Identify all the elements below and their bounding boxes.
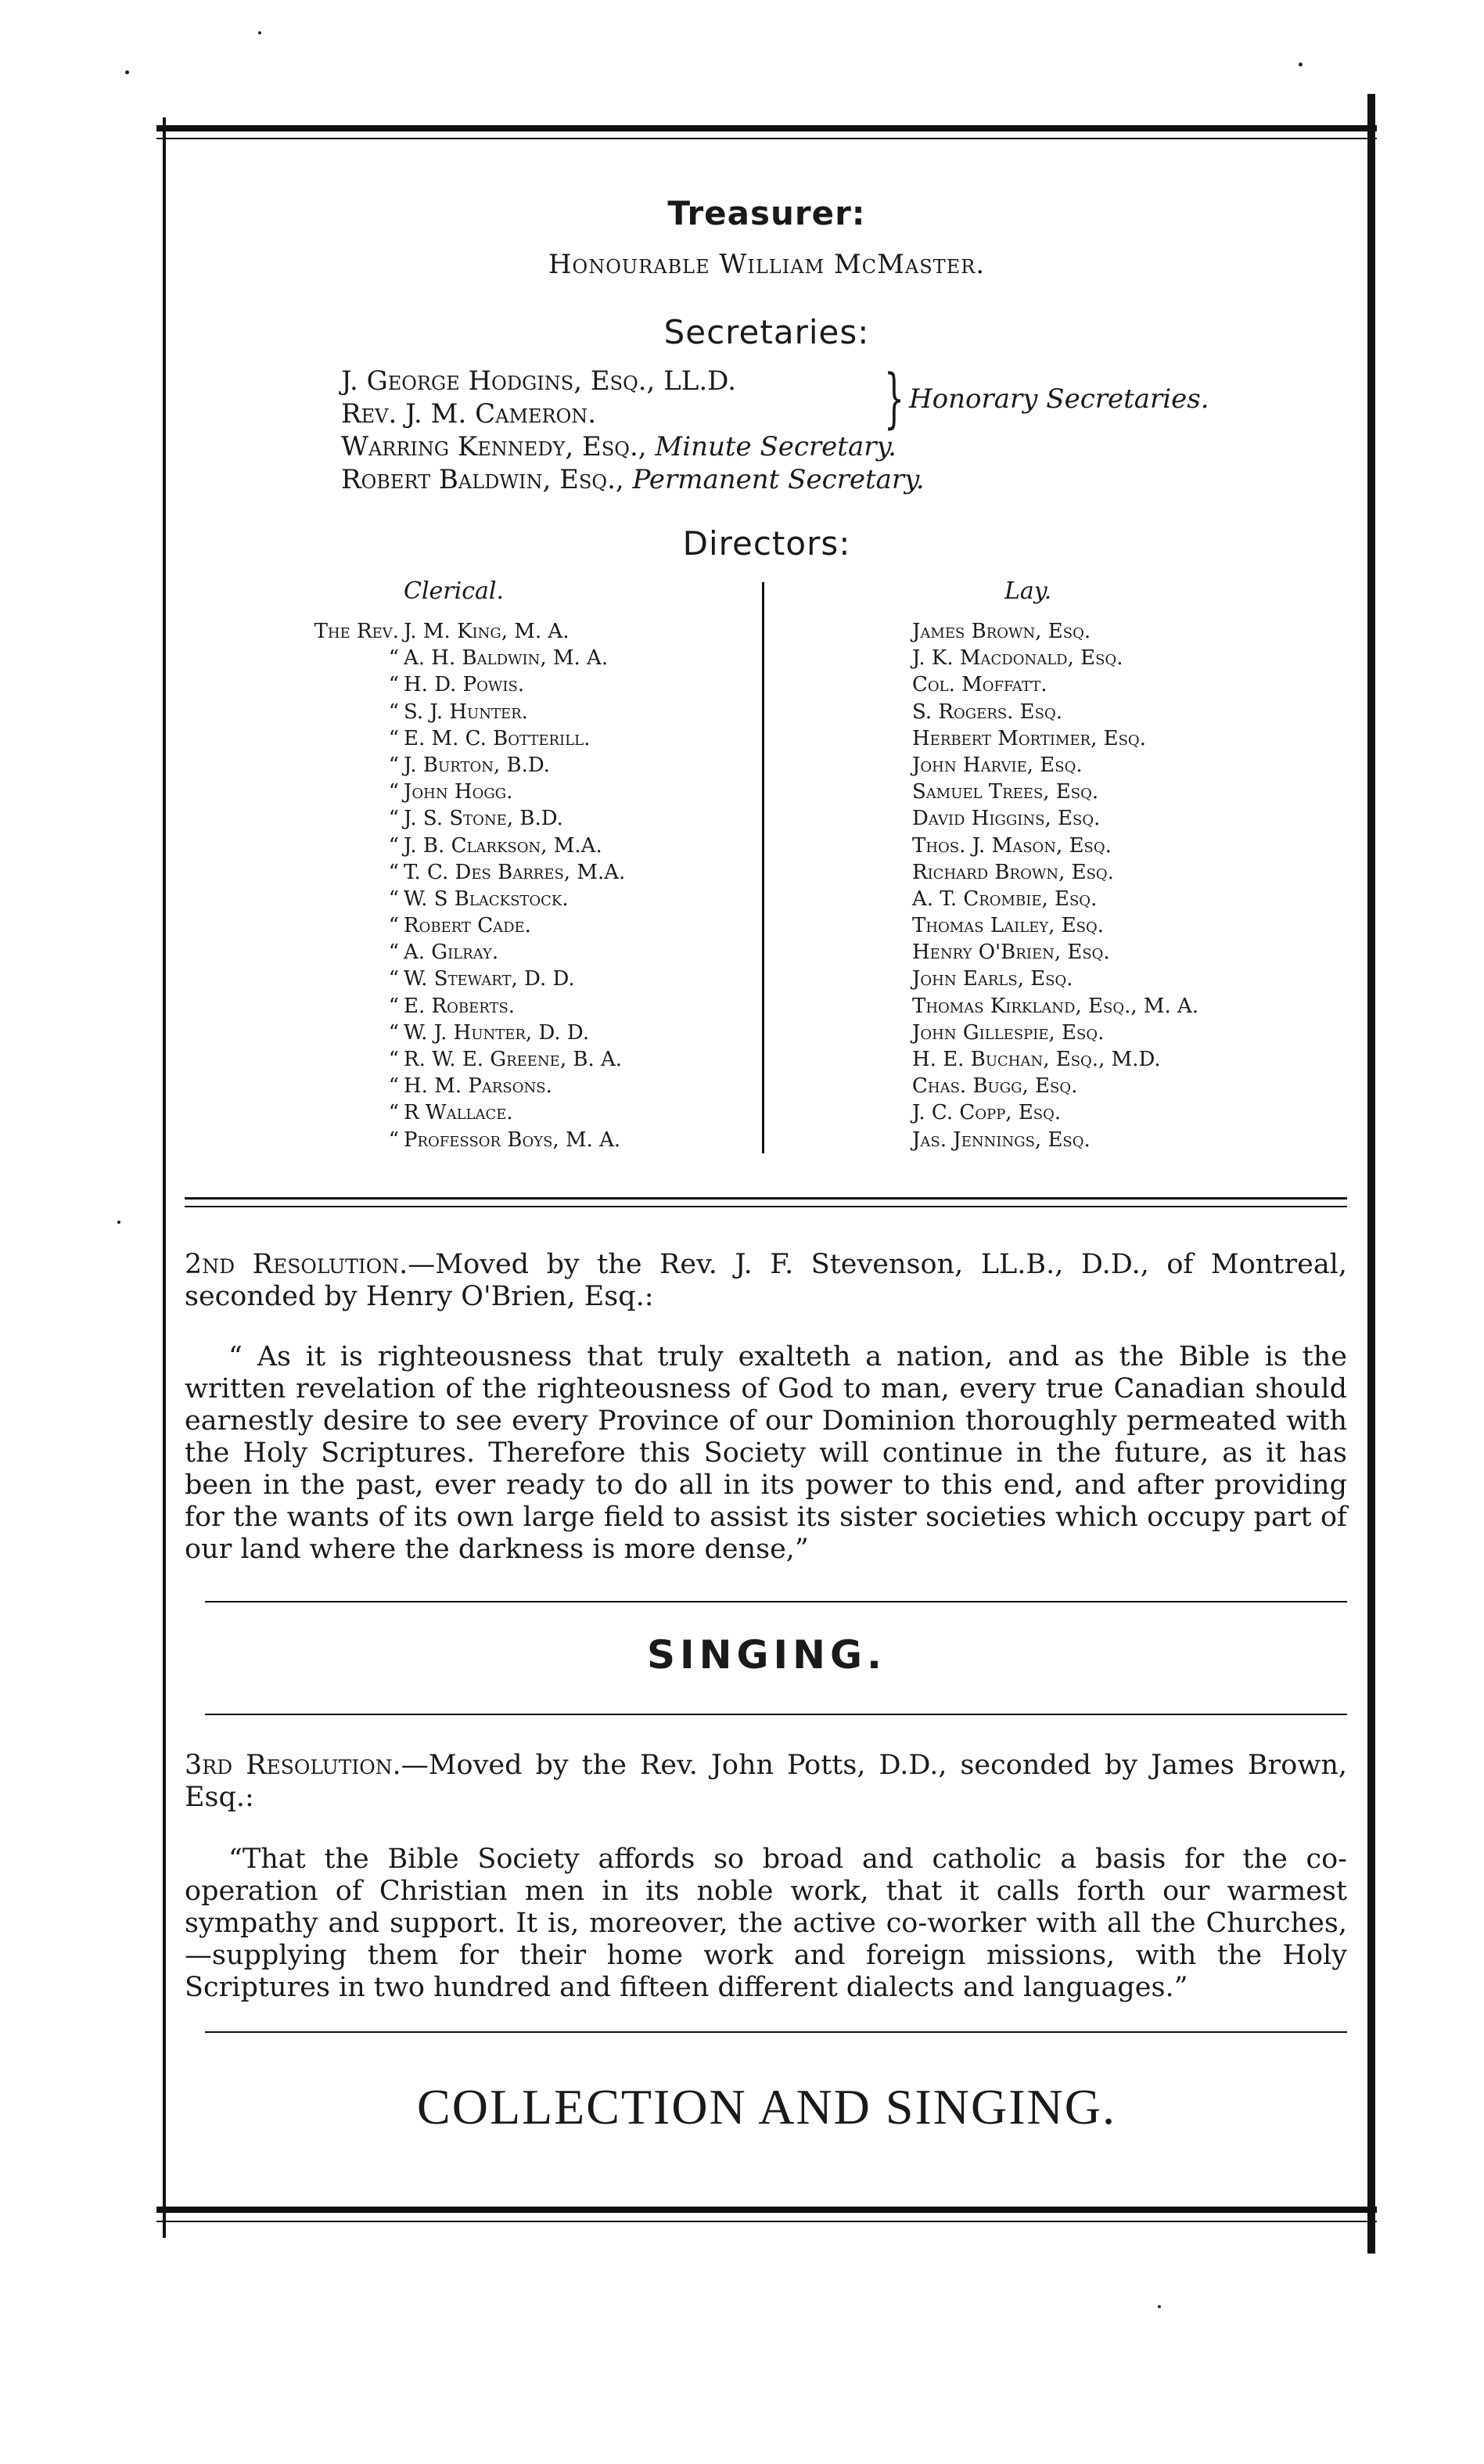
director-name: Professor Boys, M. A. — [404, 1128, 621, 1152]
list-item: Herbert Mortimer, Esq. — [912, 726, 1146, 750]
ditto-mark: “ — [388, 967, 399, 991]
director-name: H. M. Parsons. — [404, 1074, 552, 1099]
bottom-border-rule-thin — [156, 2221, 1377, 2222]
ditto-mark: “ — [388, 726, 399, 750]
clerical-directors-list — [271, 618, 626, 1153]
list-item — [271, 618, 570, 645]
resolution-2-quote: “ As it is righteousness that truly exalteth a nation, and as the Bible is the written revelation of the righteousness of God to man, every true Canadian should earnestly desire to see every Province of our Dominion thoroughly permeated with the Holy Scriptures. Therefore this Society will continue in the future, as it has been in the past, ever ready to do all in its power to this end, and after providing for the wants of its own large field to assist its sister societies which occupy part of our land where the darkness is more dense,” — [185, 1341, 1347, 1565]
lay-column-heading: Lay. — [1004, 577, 1052, 605]
director-name: E. M. C. Botterill. — [404, 726, 591, 750]
list-item — [271, 779, 513, 805]
ditto-mark: “ — [388, 833, 399, 858]
resolution-2-label: 2nd Resolution. — [185, 1249, 408, 1280]
secretaries-list — [341, 362, 925, 496]
list-item: J. K. Macdonald, Esq. — [912, 646, 1123, 671]
secretaries-heading: Secretaries: — [663, 313, 870, 351]
list-item — [271, 939, 499, 966]
resolution-2-text: —Moved by the Rev. J. F. Stevenson, LL.B., D.D., of Montreal, seconded by Henry O'Brien, Esq.: — [185, 1249, 1348, 1312]
list-item — [271, 1046, 623, 1073]
list-item: John Gillespie, Esq. — [912, 1020, 1105, 1045]
ditto-mark: “ — [388, 780, 399, 804]
director-name: W. J. Hunter, D. D. — [404, 1020, 590, 1045]
list-item — [271, 912, 531, 939]
ditto-mark: “ — [388, 700, 399, 724]
section-divider — [205, 2031, 1347, 2033]
list-item — [271, 699, 528, 725]
list-item — [271, 805, 563, 832]
list-item — [271, 1127, 621, 1153]
ditto-mark: “ — [388, 1048, 399, 1071]
ditto-mark: “ — [388, 1128, 399, 1152]
resolution-3-quote: “That the Bible Society affords so broad and catholic a basis for the co-operation of Christian men in its noble work, that it calls forth our warmest sympathy and support. It is, moreover, the active co-worker with all the Churches,—supplying them for their home work and foreign missions, with the Holy Scriptures in two hundred and fifteen different dialects and languages.” — [185, 1844, 1347, 2003]
secretary-line — [341, 463, 925, 496]
ditto-mark: “ — [388, 887, 399, 911]
list-item: Henry O'Brien, Esq. — [912, 941, 1110, 965]
list-item — [271, 859, 626, 886]
ditto-mark: “ — [388, 753, 399, 777]
director-name: John Hogg. — [404, 780, 513, 804]
honorary-secretaries-label: Honorary Secretaries. — [909, 383, 1209, 415]
section-divider — [205, 1714, 1347, 1715]
top-border-rule — [156, 125, 1377, 131]
ditto-mark: “ — [388, 807, 399, 831]
list-item — [271, 993, 516, 1020]
list-item — [271, 752, 551, 779]
singing-heading: SINGING. — [647, 1632, 886, 1678]
left-border-rule — [163, 117, 166, 2238]
director-name: A. H. Baldwin, M. A. — [404, 646, 609, 671]
title-prefix: The Rev. — [314, 620, 399, 643]
director-name: R. W. E. Greene, B. A. — [404, 1048, 623, 1071]
ditto-mark: “ — [388, 673, 399, 697]
scan-speck — [1299, 63, 1303, 67]
list-item: James Brown, Esq. — [912, 620, 1091, 643]
list-item — [271, 833, 602, 859]
ditto-mark: “ — [388, 994, 399, 1018]
ditto-mark: “ — [388, 1020, 399, 1045]
list-item: David Higgins, Esq. — [912, 807, 1101, 831]
secretary-role: Minute Secretary. — [655, 431, 897, 462]
list-item: S. Rogers. Esq. — [912, 700, 1063, 724]
list-item: Jas. Jennings, Esq. — [912, 1128, 1091, 1152]
ditto-mark: “ — [388, 646, 399, 671]
director-name: R Wallace. — [404, 1101, 513, 1125]
director-name: H. D. Powis. — [404, 673, 525, 697]
top-border-rule-thin — [156, 138, 1377, 139]
list-item — [271, 1020, 590, 1046]
ditto-mark: “ — [388, 941, 399, 965]
director-name: E. Roberts. — [404, 994, 516, 1018]
list-item: Thos. J. Mason, Esq. — [912, 833, 1112, 858]
director-name: J. S. Stone, B.D. — [404, 807, 563, 831]
list-item: Chas. Bugg, Esq. — [912, 1074, 1078, 1099]
treasurer-heading: Treasurer: — [667, 194, 866, 232]
secretary-name: Robert Baldwin, Esq., — [341, 464, 624, 495]
list-item: Thomas Lailey, Esq. — [912, 914, 1105, 938]
directors-heading: Directors: — [682, 524, 851, 563]
ditto-mark: “ — [388, 1101, 399, 1125]
list-item: H. E. Buchan, Esq., M.D. — [912, 1048, 1161, 1071]
scan-speck — [125, 70, 129, 74]
resolution-3-label: 3rd Resolution. — [185, 1750, 401, 1781]
scan-speck — [258, 31, 261, 34]
secretary-name: Warring Kennedy, Esq., — [341, 431, 647, 462]
section-divider — [205, 1601, 1347, 1602]
secretary-role: Permanent Secretary. — [632, 464, 925, 495]
list-item: Col. Moffatt. — [912, 673, 1047, 697]
director-name: J. Burton, B.D. — [404, 753, 551, 777]
treasurer-name: Honourable William McMaster. — [548, 249, 986, 280]
secretary-line — [341, 365, 925, 397]
resolution-2-heading — [185, 1249, 1347, 1313]
list-item: John Earls, Esq. — [912, 967, 1073, 991]
scan-speck — [1158, 2305, 1161, 2308]
director-name: W. Stewart, D. D. — [404, 967, 575, 991]
secretary-line — [341, 430, 925, 463]
secretary-line — [341, 397, 925, 430]
list-item — [271, 725, 591, 752]
list-item — [271, 671, 525, 698]
list-item — [271, 886, 569, 912]
list-item: J. C. Copp, Esq. — [912, 1101, 1062, 1125]
bottom-border-rule — [156, 2207, 1377, 2213]
collection-heading: COLLECTION AND SINGING. — [417, 2079, 1116, 2135]
section-divider-double — [185, 1197, 1347, 1207]
director-name: W. S Blackstock. — [404, 887, 569, 911]
list-item — [271, 1073, 552, 1099]
list-item: Richard Brown, Esq. — [912, 860, 1114, 884]
list-item — [271, 966, 575, 992]
resolution-3-heading — [185, 1750, 1347, 1814]
director-name: A. Gilray. — [404, 941, 499, 965]
ditto-mark: “ — [388, 860, 399, 884]
list-item: John Harvie, Esq. — [912, 753, 1083, 777]
director-name: J. M. King, M. A. — [404, 620, 570, 643]
right-border-rule — [1367, 94, 1375, 2254]
secretary-name: J. George Hodgins, Esq., LL.D. — [341, 365, 736, 397]
scan-speck — [117, 1221, 120, 1224]
resolution-3-text: —Moved by the Rev. John Potts, D.D., seconded by James Brown, Esq.: — [185, 1750, 1347, 1813]
ditto-mark: “ — [388, 914, 399, 938]
directors-column-divider — [762, 582, 764, 1153]
secretary-name: Rev. J. M. Cameron. — [341, 398, 597, 430]
ditto-mark: “ — [388, 1074, 399, 1099]
director-name: S. J. Hunter. — [404, 700, 528, 724]
director-name: Robert Cade. — [404, 914, 531, 938]
list-item: A. T. Crombie, Esq. — [912, 887, 1098, 911]
director-name: T. C. Des Barres, M.A. — [404, 860, 626, 884]
list-item — [271, 645, 609, 671]
clerical-column-heading: Clerical. — [404, 577, 505, 605]
list-item: Samuel Trees, Esq. — [912, 780, 1099, 804]
lay-directors-list — [912, 618, 1198, 1153]
director-name: J. B. Clarkson, M.A. — [404, 833, 602, 858]
list-item — [271, 1099, 513, 1126]
list-item: Thomas Kirkland, Esq., M. A. — [912, 994, 1199, 1018]
honorary-brace: } — [884, 362, 905, 436]
